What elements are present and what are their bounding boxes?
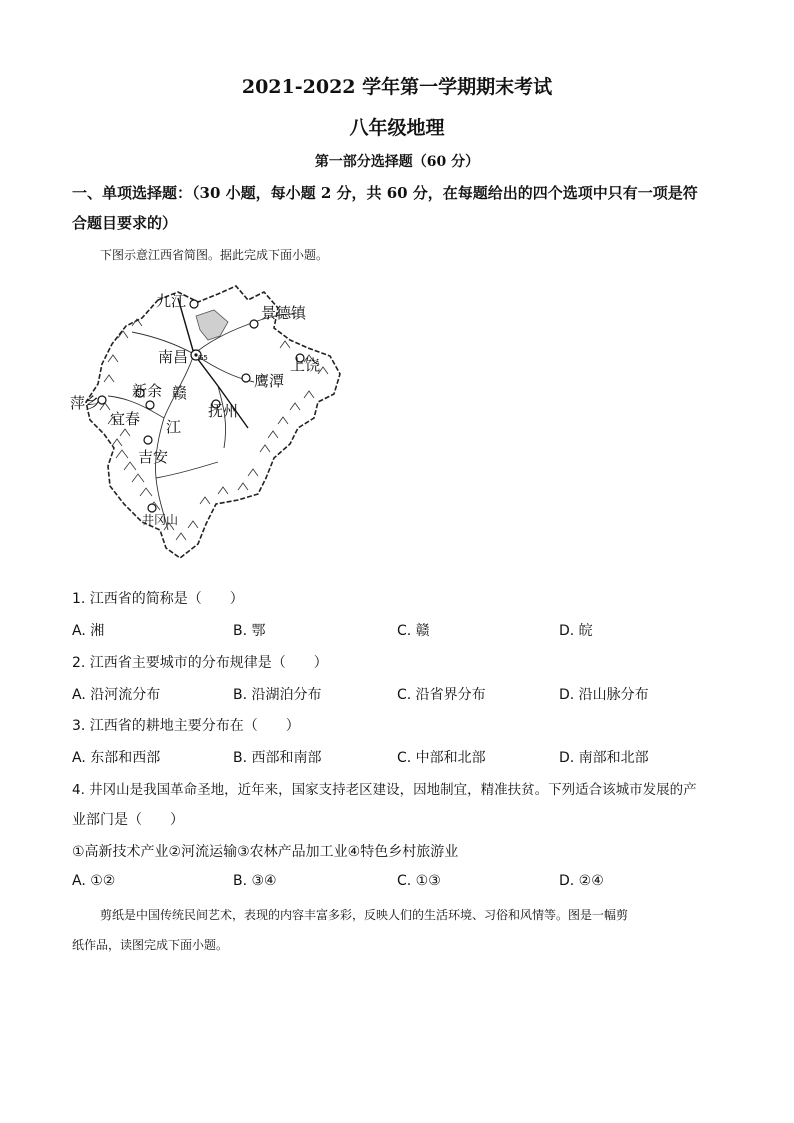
question-4-option-a[interactable]: A. ①② bbox=[72, 873, 116, 889]
question-2-stem: 2. 江西省主要城市的分布规律是（ ） bbox=[72, 655, 328, 671]
label-shangrao: 上饶 bbox=[290, 356, 321, 374]
question-2-option-d[interactable]: D. 沿山脉分布 bbox=[559, 687, 649, 703]
question-4-option-d[interactable]: D. ②④ bbox=[559, 873, 604, 889]
label-yichun: 宜春 bbox=[110, 410, 141, 428]
city-marker-jian bbox=[144, 436, 152, 444]
question-4-choices: ①高新技术产业②河流运输③农林产品加工业④特色乡村旅游业 bbox=[72, 844, 459, 860]
city-marker-jinggangshan bbox=[148, 504, 156, 512]
label-pingxiang: 萍乡 bbox=[70, 394, 101, 412]
city-marker-yichun bbox=[146, 401, 154, 409]
part-heading: 第一部分选择题（60 分） bbox=[314, 154, 480, 170]
label-fuzhou: 抚州 bbox=[208, 402, 239, 420]
question-3-option-d[interactable]: D. 南部和北部 bbox=[559, 750, 649, 766]
papercut-intro-line1: 剪纸是中国传统民间艺术，表现的内容丰富多彩，反映人们的生活环境、习俗和风情等。图是一幅剪 bbox=[100, 908, 629, 922]
question-3-stem: 3. 江西省的耕地主要分布在（ ） bbox=[72, 718, 300, 734]
question-1-option-c[interactable]: C. 赣 bbox=[397, 623, 430, 639]
mountain-hatching bbox=[100, 319, 328, 540]
question-1-option-a[interactable]: A. 湘 bbox=[72, 623, 105, 639]
city-marker-yingtan bbox=[242, 374, 250, 382]
question-4-stem-line2: 业部门是（ ） bbox=[72, 812, 184, 828]
question-4-stem-line1: 4. 井冈山是我国革命圣地，近年来，国家支持老区建设，因地制宜，精准扶贫。下列适合该城市发展的产 bbox=[72, 782, 697, 798]
section-heading-line2: 合题目要求的） bbox=[72, 214, 178, 232]
label-yingtan: 鹰潭 bbox=[254, 372, 285, 390]
question-1-stem: 1. 江西省的简称是（ ） bbox=[72, 591, 244, 607]
section-heading-line1: 一、单项选择题：（30 小题，每小题 2 分，共 60 分，在每题给出的四个选项中只有一项是符 bbox=[72, 184, 698, 202]
question-2-option-c[interactable]: C. 沿省界分布 bbox=[397, 687, 486, 703]
question-4-option-c[interactable]: C. ①③ bbox=[397, 873, 441, 889]
exam-title: 2021-2022 学年第一学期期末考试 bbox=[241, 76, 553, 98]
question-2-option-a[interactable]: A. 沿河流分布 bbox=[72, 687, 161, 703]
question-2-option-b[interactable]: B. 沿湖泊分布 bbox=[233, 687, 322, 703]
exam-subtitle: 八年级地理 bbox=[349, 117, 445, 139]
label-gan: 赣 bbox=[172, 384, 188, 402]
city-marker-jiujiang bbox=[190, 300, 198, 308]
question-3-option-b[interactable]: B. 西部和南部 bbox=[233, 750, 322, 766]
question-1-option-b[interactable]: B. 鄂 bbox=[233, 623, 266, 639]
label-jiang: 江 bbox=[166, 418, 182, 436]
label-jingdezhen: 景德镇 bbox=[261, 304, 307, 322]
question-3-option-c[interactable]: C. 中部和北部 bbox=[397, 750, 486, 766]
label-jiujiang: 九江 bbox=[156, 292, 187, 310]
label-xinyu: 新余 bbox=[132, 382, 163, 400]
question-3-option-a[interactable]: A. 东部和西部 bbox=[72, 750, 161, 766]
label-jian: 吉安 bbox=[138, 448, 169, 466]
label-g5: G5 bbox=[198, 354, 208, 362]
city-marker-jingdezhen bbox=[250, 320, 258, 328]
question-4-option-b[interactable]: B. ③④ bbox=[233, 873, 277, 889]
label-nanchang: 南昌 bbox=[158, 348, 189, 366]
label-jinggangshan: 井冈山 bbox=[142, 513, 179, 527]
jiangxi-map bbox=[68, 278, 358, 568]
map-intro: 下图示意江西省简图。据此完成下面小题。 bbox=[100, 248, 329, 262]
question-1-option-d[interactable]: D. 皖 bbox=[559, 623, 593, 639]
papercut-intro-line2: 纸作品，读图完成下面小题。 bbox=[72, 938, 229, 952]
